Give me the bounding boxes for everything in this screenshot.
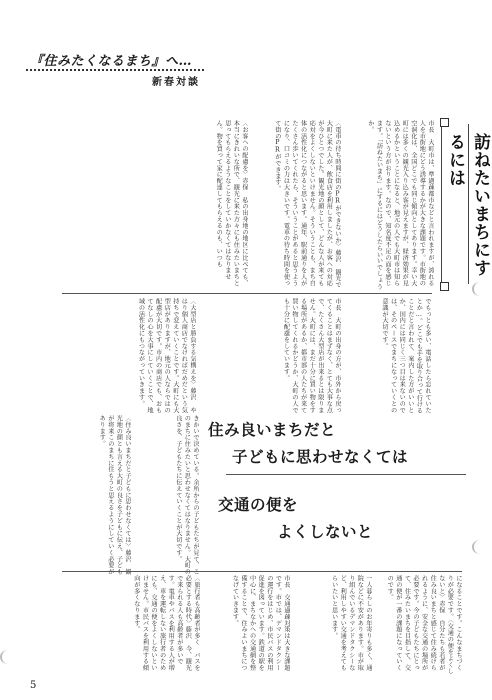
frame-corner-square-top [440,118,449,127]
article-header [26,50,204,86]
header-dotted-rule [26,69,204,71]
subtitle-line-3: 交通の便を [218,496,299,514]
text-column-mid-3: 〈大型店と勝負する気構えを〉藤沢 やはり個人商店でなければだめだという気持ちで変えていくことです。大町にも大型店がありますが、地元の人ならではの配慮が大切です。市内の商店でも、おもてなしの心を大事にしていくことで、地域の活性化にもつながっていきます。 [137,298,196,414]
frame-corner-square-bottom [440,282,449,291]
page-number: 5 [30,680,37,691]
section-divider-1 [62,293,432,294]
section-divider-2 [62,571,462,572]
margin-arc-decoration [0,650,16,664]
text-column-lower-2: 一人暮らしのお年寄りも多く、通院などに不安があります。市が取り組んでいるデマンドタクシーなど、利用しやすい交通を考えてもらいたいと思います。 [330,575,372,671]
text-column-mid-1: でもっとも多い、電話したら忘れていたとか…。どこでも手を取り合って行けることだと言われて、案内した方がいいとか、国内には同じく三つ目は来ないのでは、そのペースでまちになっていくとの意識が大切です。 [381,298,431,414]
text-column-lower-3: 市長 交通過疎対策は大きな課題です。市では、デマンドタクシーの運行をはじめ、市民バスの利用促進を図っています。鉄道の駅を中心に、まちなかへの交通網を整備することで、住みよいまちにつなげていきます。 [231,575,290,671]
text-column-upper-1: 市長 大町市は、準過疎都市などと言われますが、誇れる人を市街地にどう誘導するかが大きな課題です。市街地の空洞化は、全国どこでも同じ傾向としてあります。幸い大町には多くの観光入り込み客が見えますが、経済効果が見込めるかということになると、地元の人でも大町市は知らないという方がおります。なので、知名度不足の面を感じます。「訪ねたいまち」にするにはどうしたらいいでしょうか。 [366,120,434,290]
subtitle-line-2: 子どもに思わせなくては [232,448,409,466]
text-column-lower-4: 〈旅行者も高齢者が多く バスを必要とする時代〉藤沢 今、観光で来られる人も高齢者が多いです。電車やバスを利用する人が増え、車を運転しない旅行者のためにも、交通の便をよくしないといけません。市民バスを利用する傾向が多くなります。 [132,575,200,671]
main-title: 訪ねたいまちにするには [445,133,490,277]
text-column-mid-2: 市長 大町の出身の方が、市外から戻ってくることはまずなく、とても大事な点で、たくさん大型店が出来るとは限りません。大町には、まだ十分に買い物をする場所があるか、都市部の人たちが来て買い物してくれるかどうか、大町の人でも十分に配慮をしています。 [282,298,341,414]
text-column-lower-5: きかいで決めている。余所からの子どもたちが見て、このまちに住みたいと思わせなくてはなりません。大町の良さを、子どもたちに伝えていくことが大切です。 [174,415,199,575]
margin-arc-decoration [472,540,488,554]
subtitle-line-1: 住み良いまちだと [208,421,337,439]
subtitle-divider [226,474,466,475]
series-subtitle: 新春対談 [152,77,200,88]
text-column-lower-6: 〈住み良いまちだと子どもに思わせなくては〉藤沢 観光地の顔とも言える大町の良さを子どもに伝え、子どもが将来このまちに住もうと思えるようにしていく必要があります。 [98,415,131,575]
subtitle-line-4: よくしないと [277,523,374,541]
series-title: 『住みたくなるまち』へ… [30,54,193,69]
margin-arc-decoration [472,282,488,296]
text-column-lower-1: になることです。こんなまちづくりが必要です。〈交通の便をよくしないと〉赤保 自分たちも若者が住み良いまちと感じて住み続けられるように、安全な交通の場所が必要です。今の子どもたちにとって、住みたいまちを目指して、交通の便が一番の課題になっていくのです。 [386,575,462,675]
text-column-upper-2: 〈電車の待ち時間に街のPRができないか〉藤沢 観光で大町に来た人が、飲食店を利用しましたが、お客への対応が今ひとつでした。観光地の顔として、どんな人が来ても応対をよくしないといけません。そういうことも、まち自体の活性化につながると思います。通年、駅前通りを人がたくさん歩いてくれたら、そういうことがあると思うようになり、口コミの力は大きいです。電車の待ち時間を使って街のPRができます。 [273,120,341,288]
text-column-upper-3: 〈お客への配慮を〉赤保 私の出身地の地区に比べても、本当にきれいな所で、観光に来た方々にも住みたいまちと思ってもらえるようなことをしていかなくてはなりません。物を買って家に配達してもらえるのも、いつも [215,120,248,287]
